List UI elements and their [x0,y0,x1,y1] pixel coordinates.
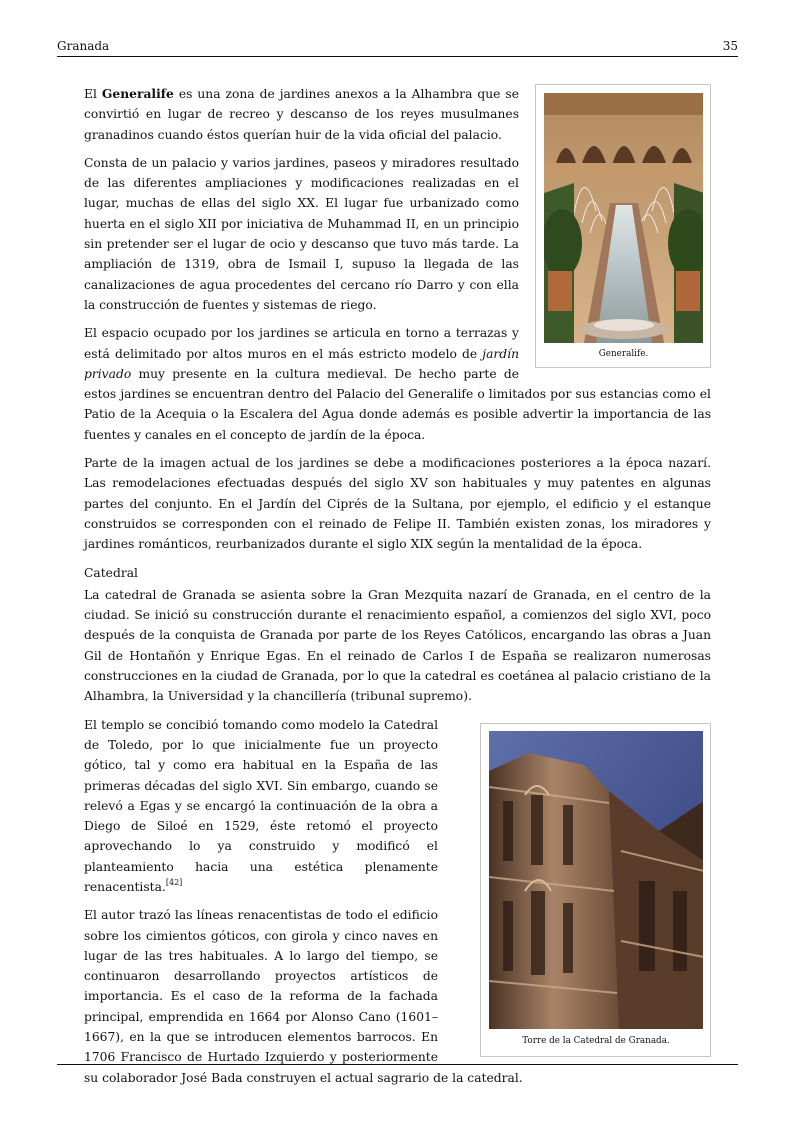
figure-caption-catedral: Torre de la Catedral de Granada. [522,1035,670,1046]
paragraph-generalife-history: Consta de un palacio y varios jardines, paseos y miradores resultado de las diferentes ampliaciones y modificaciones realizadas en el lugar, muchas de ellas del siglo XX. El lugar fue urbanizado como huerta en el siglo XII por iniciativa de Muhammad II, en un principio sin pretender ser el lugar de ocio y descanso que tuvo más tarde. La ampliación de 1319, obra de Ismail I, supuso la llegada de las canalizaciones de agua procedentes del cercano río Darro y con ella la construcción de fuentes y sistemas de riego. [84,155,519,312]
text-run: es una zona de jardines anexos a la Alhambra que se convirtió en lugar de recreo y descanso de los reyes musulmanes granadinos cuando éstos querían huir de la vida oficial del palacio. [84,87,519,142]
italic-term-jardin-privado: jardín privado [84,346,519,381]
bold-term-generalife: Generalife [101,86,174,101]
header-rule [57,56,738,57]
figure-catedral [480,723,711,1057]
page-number: 35 [722,39,738,53]
cathedral-tower-photo [489,731,703,1029]
article-body [84,84,711,1096]
paragraph-generalife-modifications: Parte de la imagen actual de los jardines se debe a modificaciones posteriores a la época nazarí. Las remodelaciones efectuadas después del siglo XV son habituales y muy patentes en algunas partes del conjunto. En el Jardín del Ciprés de la Sultana, por ejemplo, el edificio y el estanque construidos se corresponden con el reinado de Felipe II. También existen zonas, los miradores y jardines románticos, reurbanizados durante el siglo XIX según la mentalidad de la época. [84,456,711,552]
figure-generalife [535,84,711,368]
reference-42[interactable]: [42] [165,877,183,887]
running-title: Granada [57,39,110,53]
footer-rule [57,1064,738,1065]
text-run: muy presente en la cultura medieval. De hecho parte de estos jardines se encuentran dentro del Palacio del Generalife o limitados por sus estancias como el Patio de la Acequia o la Escalera del Agua donde además es posible advertir la importancia de las fuentes y canales en el concepto de jardín de la época. [84,366,711,442]
section-heading-catedral: Catedral [84,565,138,580]
text-run: El templo se concibió tomando como modelo la Catedral de Toledo, por lo que inicialmente fue un proyecto gótico, tal y como era habitual en la España de las primeras décadas del siglo XVI. Sin embargo, cuando se relevó a Egas y se encargó la continuación de la obra a Diego de Siloé en 1529, éste retomó el proyecto aprovechando lo ya construido y modificó el planteamiento hacia una estética plenamente renacentista. [84,717,438,894]
paragraph-catedral-renaissance: El autor trazó las líneas renacentistas de todo el edificio sobre los cimientos góticos, con girola y cinco naves en lugar de las tres habituales. A lo largo del tiempo, se continuaron desarrollando proyectos artísticos de importancia. Es el caso de la reforma de la fachada principal, emprendida en 1664 por Alonso Cano (1601–1667), en la que se introducen elementos barrocos. En 1706 Francisco de Hurtado Izquierdo y posteriormente su colaborador José Bada construyen el actual sagrario de la catedral. [84,908,523,1085]
garden-fountain-photo [544,93,703,343]
text-run: El espacio ocupado por los jardines se articula en torno a terrazas y está delimitado por altos muros en el más estricto modelo de [84,326,519,361]
text-run: El [84,87,102,101]
paragraph-catedral-intro: La catedral de Granada se asienta sobre la Gran Mezquita nazarí de Granada, en el centro de la ciudad. Se inició su construcción durante el renacimiento español, a comienzos del siglo XVI, poco después de la conquista de Granada por parte de los Reyes Católicos, encargando las obras a Juan Gil de Hontañón y Enrique Egas. En el reinado de Carlos I de España se realizaron numerosas construcciones en la ciudad de Granada, por lo que la catedral es coetánea al palacio cristiano de la Alhambra, la Universidad y la chancillería (tribunal supremo). [84,587,711,704]
figure-caption-generalife: Generalife. [598,349,649,359]
